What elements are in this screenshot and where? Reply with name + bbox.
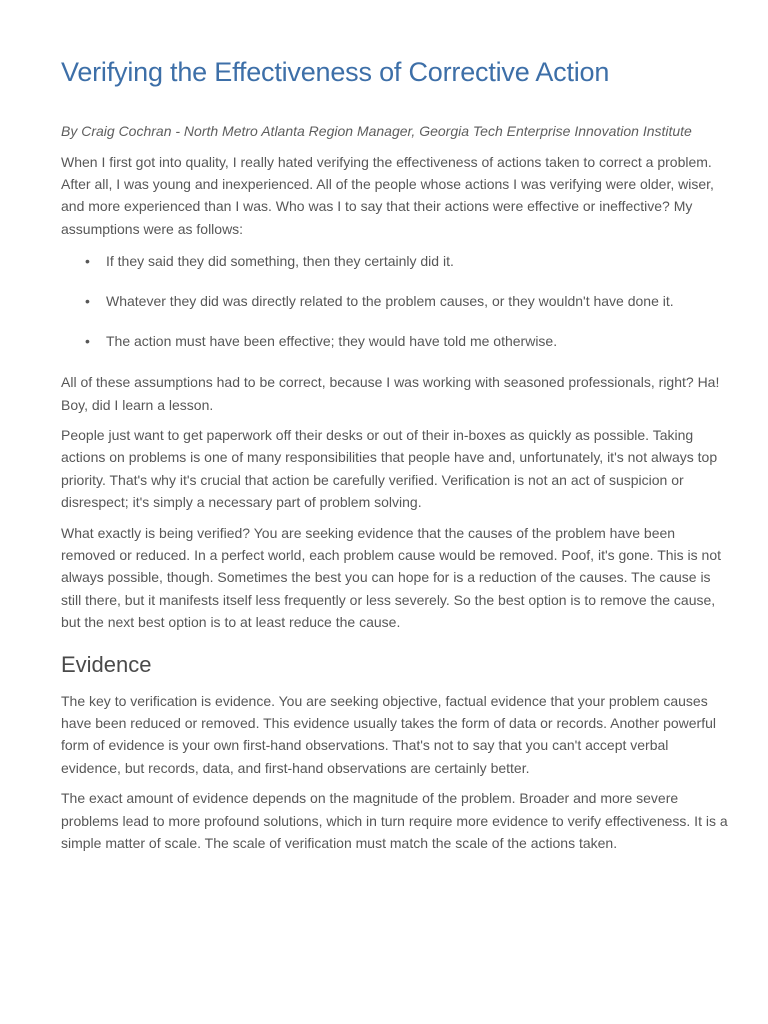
- list-item: [85, 290, 731, 312]
- list-item: [85, 250, 731, 272]
- assumptions-list: [61, 250, 731, 352]
- intro-paragraph: When I first got into quality, I really hated verifying the effectiveness of actions taken to correct a problem. After all, I was young and inexperienced. All of the people whose actions I was verifying were older, wiser, and more experienced than I was. Who was I to say that their actions were effective or ineffective? My assumptions were as follows:: [61, 153, 714, 237]
- bullet-icon: •: [85, 293, 90, 310]
- list-item-text: Whatever they did was directly related to the problem causes, or they wouldn't have done it.: [106, 293, 674, 310]
- author-byline: By Craig Cochran - North Metro Atlanta Region Manager, Georgia Tech Enterprise Innovation Institute: [61, 123, 692, 139]
- article: [61, 50, 731, 854]
- what-is-verified-paragraph: What exactly is being verified? You are seeking evidence that the causes of the problem have been removed or reduced. In a perfect world, each problem cause would be removed. Poof, it's gone. This is not always possible, though. Sometimes the best you can hope for is a reduction of the causes. The cause is still there, but it manifests itself less frequently or less severely. So the best option is to remove the cause, but the next best option is to at least reduce the cause.: [61, 524, 721, 631]
- list-item-text: The action must have been effective; they would have told me otherwise.: [106, 333, 558, 350]
- bullet-icon: •: [85, 333, 90, 350]
- bullet-icon: •: [85, 253, 90, 270]
- evidence-paragraph-2: The exact amount of evidence depends on the magnitude of the problem. Broader and more severe problems lead to more profound solutions, which in turn require more evidence to verify effectiveness. It is a simple matter of scale. The scale of verification must match the scale of the actions taken.: [61, 790, 728, 852]
- paperwork-paragraph: People just want to get paperwork off their desks or out of their in-boxes as quickly as possible. Taking actions on problems is one of many responsibilities that people have and, unfortunately, it's not always top priority. That's why it's crucial that action be carefully verified. Verification is not an act of suspicion or disrespect; it's simply a necessary part of problem solving.: [61, 426, 718, 511]
- list-item-text: If they said they did something, then they certainly did it.: [106, 253, 454, 270]
- evidence-paragraph-1: The key to verification is evidence. You are seeking objective, factual evidence that your problem causes have been reduced or removed. This evidence usually takes the form of data or records. Another powerful form of evidence is your own first-hand observations. That's not to say that you can't accept verbal evidence, but records, data, and first-hand observations are certainly better.: [61, 692, 716, 776]
- section-heading-evidence: Evidence: [61, 651, 152, 677]
- list-item: [85, 330, 731, 352]
- page-title: Verifying the Effectiveness of Corrective Action: [61, 57, 610, 87]
- assumptions-conclusion-paragraph: All of these assumptions had to be correct, because I was working with seasoned professionals, right? Ha! Boy, did I learn a lesson.: [61, 374, 720, 413]
